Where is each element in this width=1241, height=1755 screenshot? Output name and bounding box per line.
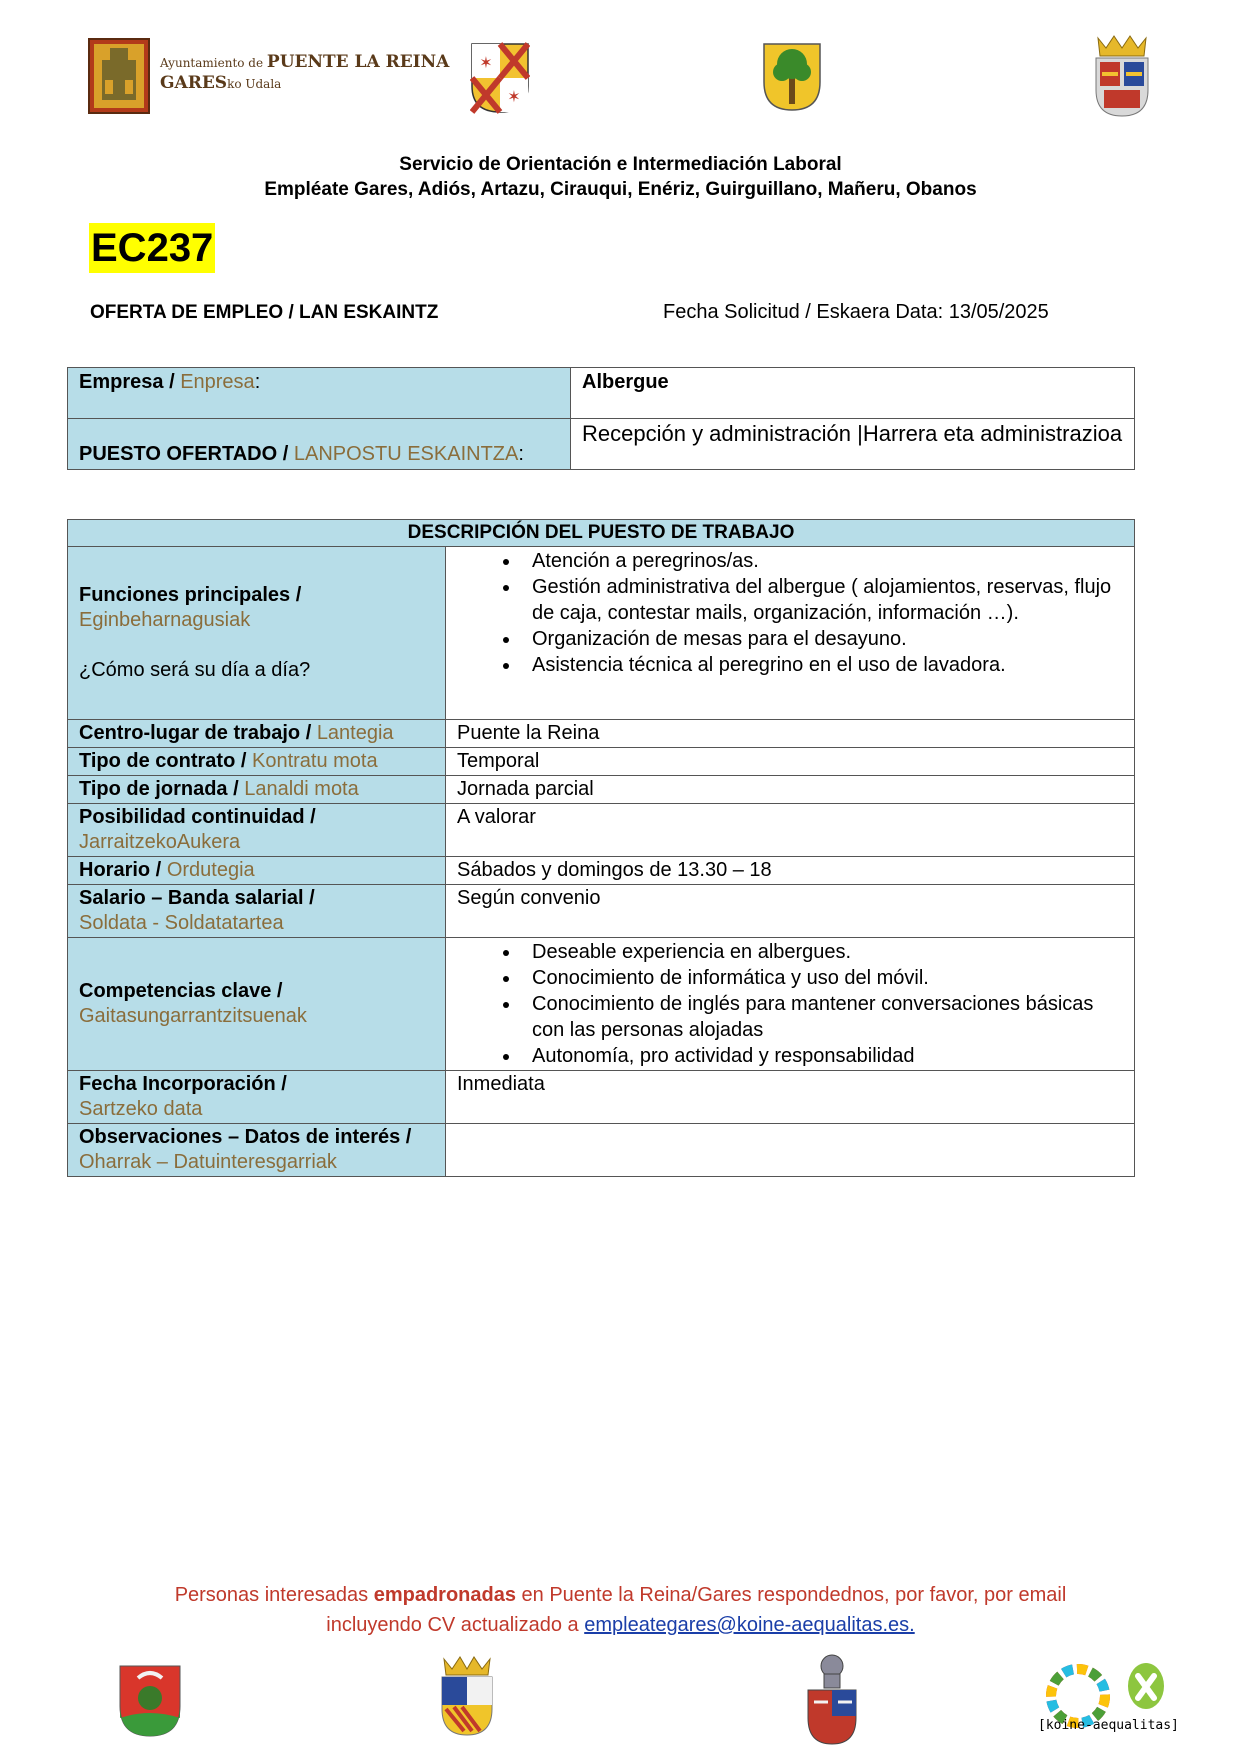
list-item: • Gestión administrativa del albergue ( alojamientos, reservas, flujo de caja, contestar mails, organización, información …).	[521, 574, 1123, 626]
puente-la-reina-logo-text: Ayuntamiento de PUENTE LA REINA GARESko Udala	[160, 52, 450, 93]
obanos-crest-icon	[804, 1652, 860, 1753]
list-item: • Asistencia técnica al peregrino en el uso de lavadora.	[521, 652, 1123, 678]
service-title: Servicio de Orientación e Intermediación Laboral	[399, 154, 842, 175]
skills-list	[446, 938, 1135, 1071]
list-item: • Autonomía, pro actividad y responsabilidad	[521, 1043, 1123, 1069]
functions-list	[446, 547, 1135, 720]
table-row: Posibilidad continuidad / JarraitzekoAukera A valorar	[68, 804, 1135, 857]
puente-la-reina-crest-icon	[88, 38, 150, 119]
company-label: Empresa / Enpresa:	[68, 368, 571, 419]
svg-text:✶: ✶	[507, 89, 521, 106]
list-item: • Conocimiento de inglés para mantener conversaciones básicas con las personas alojadas	[521, 991, 1123, 1043]
company-table	[67, 367, 1135, 470]
footer-note: Personas interesadas empadronadas en Puente la Reina/Gares respondednos, por favor, por email incluyendo CV actualizado a empleategares@koine-aequalitas.es.	[174, 1584, 1067, 1636]
table-row: Tipo de contrato / Kontratu mota Temporal	[68, 748, 1135, 776]
table-row: Observaciones – Datos de interés / Oharrak – Datuinteresgarriak	[68, 1124, 1135, 1177]
offer-date: Fecha Solicitud / Eskaera Data: 13/05/2025	[663, 301, 1049, 323]
position-value: Recepción y administración |Harrera eta administrazioa	[571, 419, 1135, 470]
list-item: • Conocimiento de informática y uso del móvil.	[521, 965, 1123, 991]
offer-code: EC237	[89, 223, 215, 273]
position-label: PUESTO OFERTADO / LANPOSTU ESKAINTZA:	[68, 419, 571, 470]
artazu-tree-crest-icon	[762, 42, 822, 117]
table-row: Horario / Ordutegia Sábados y domingos de 13.30 – 18	[68, 857, 1135, 885]
cirauqui-crest-icon	[1090, 34, 1154, 125]
service-towns: Empléate Gares, Adiós, Artazu, Cirauqui, Enériz, Guirguillano, Mañeru, Obanos	[264, 179, 977, 200]
list-item: • Deseable experiencia en albergues.	[521, 939, 1123, 965]
koine-logo-icon	[1122, 1662, 1170, 1717]
koine-logo-text: [koine-aequalitas]	[1038, 1718, 1179, 1733]
table-row: Fecha Incorporación / Sartzeko data Inmediata	[68, 1071, 1135, 1124]
table-row: Centro-lugar de trabajo / Lantegia Puente la Reina	[68, 720, 1135, 748]
eneriz-crest-icon	[118, 1664, 182, 1743]
list-item: • Organización de mesas para el desayuno.	[521, 626, 1123, 652]
svg-text:✶: ✶	[479, 55, 493, 72]
guirguillano-crest-icon	[436, 1655, 498, 1744]
header-title	[0, 152, 1241, 202]
company-value: Albergue	[571, 368, 1135, 419]
description-heading: DESCRIPCIÓN DEL PUESTO DE TRABAJO	[68, 520, 1135, 547]
list-item: • Atención a peregrinos/as.	[521, 548, 1123, 574]
email-link[interactable]: empleategares@koine-aequalitas.es.	[584, 1614, 915, 1636]
offer-label: OFERTA DE EMPLEO / LAN ESKAINTZ	[90, 302, 439, 323]
description-table	[67, 519, 1135, 1177]
table-row: Tipo de jornada / Lanaldi mota Jornada parcial	[68, 776, 1135, 804]
skills-label: Competencias clave / Gaitasungarrantzitsuenak	[68, 938, 446, 1071]
adios-crest-icon	[470, 42, 530, 119]
functions-label: Funciones principales / Eginbeharnagusiak ¿Cómo será su día a día?	[68, 547, 446, 720]
table-row: Salario – Banda salarial / Soldata - Soldatatartea Según convenio	[68, 885, 1135, 938]
